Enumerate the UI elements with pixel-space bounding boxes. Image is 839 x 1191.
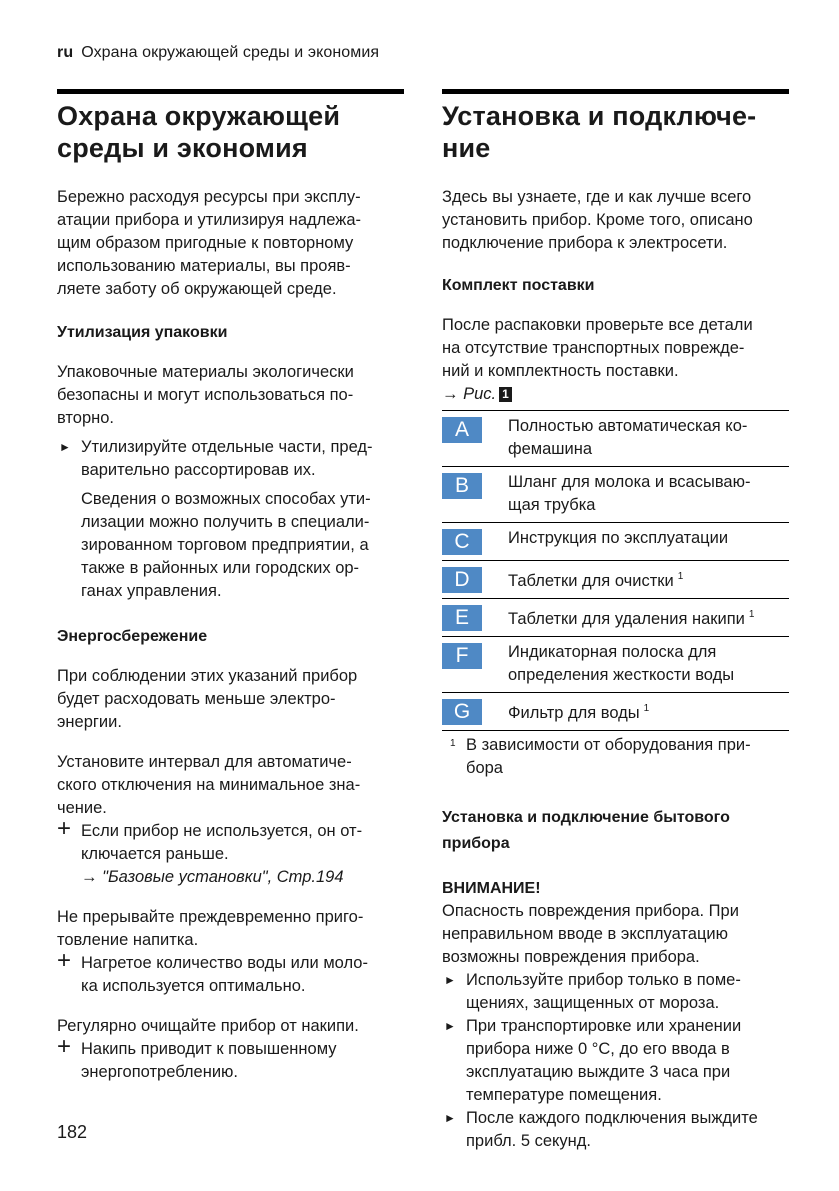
item-key-badge: F	[442, 643, 482, 669]
triangle-bullet-icon: ►	[59, 440, 71, 454]
item-description: Шланг для молока и всасываю- щая трубка	[508, 467, 789, 523]
energy-plus-1: + Если прибор не используется, он от- ключается раньше.	[57, 815, 363, 863]
packaging-text: Упаковочные материалы экологически безопасны и могут использоваться по- вторно.	[57, 363, 354, 427]
item-key-badge: D	[442, 567, 482, 593]
plus-icon: +	[57, 815, 72, 842]
item-key-badge: G	[442, 699, 482, 725]
item-description: Индикаторная полоска для определения жесткости воды	[508, 637, 789, 693]
installation-intro: Здесь вы узнаете, где и как лучше всего установить прибор. Кроме того, описано подключение прибора к электросети.	[442, 188, 753, 252]
energy-text-4: Регулярно очищайте прибор от накипи.	[57, 1017, 359, 1035]
item-key-badge: E	[442, 605, 482, 631]
warning-text: Опасность повреждения прибора. При неправильном вводе в эксплуатацию возможны повреждения прибора.	[442, 902, 739, 966]
energy-plus-2: + Нагретое количество воды или моло- ка используется оптимально.	[57, 947, 368, 995]
delivery-item-row	[442, 467, 789, 523]
footnote-marker: 1	[677, 571, 684, 582]
section-rule	[57, 89, 404, 94]
delivery-item-row	[442, 411, 789, 467]
item-description: Инструкция по эксплуатации	[508, 523, 789, 561]
install-bullet: ► Используйте прибор только в поме- щениях, защищенных от мороза.	[444, 971, 741, 1012]
footnote-marker: 1	[643, 703, 650, 714]
delivery-item-row	[442, 693, 789, 731]
right-column	[442, 89, 789, 1153]
energy-text-2: Установите интервал для автоматиче- ского отключения на минимальное зна- чение.	[57, 753, 361, 817]
footnote-number: 1	[450, 738, 456, 749]
item-description: Таблетки для очистки $^1$	[508, 561, 789, 599]
delivery-heading: Комплект поставки	[442, 277, 595, 294]
install-bullet: ► При транспортировке или хранении прибора ниже 0 °C, до его ввода в эксплуатацию выждите 3 часа при температуре помещения.	[444, 1017, 742, 1104]
section-rule	[442, 89, 789, 94]
environment-intro: Бережно расходуя ресурсы при эксплу- атации прибора и утилизируя надлежа- щим образом пригодные к повторному использованию материалы, вы прояв- ляете заботу об окружающей среде.	[57, 188, 361, 298]
delivery-item-row	[442, 637, 789, 693]
item-key-badge: C	[442, 529, 482, 555]
triangle-bullet-icon: ►	[444, 1019, 456, 1033]
item-description: Фильтр для воды $^1$	[508, 693, 789, 731]
item-description: Таблетки для удаления накипи $^1$	[508, 599, 789, 637]
triangle-bullet-icon: ►	[444, 1111, 456, 1125]
section-title-environment: Охрана окружающей среды и экономия	[57, 101, 341, 163]
figure-reference[interactable]	[442, 383, 789, 406]
triangle-bullet-icon: ►	[444, 973, 456, 987]
energy-text-3: Не прерывайте преждевременно приго- товление напитка.	[57, 908, 364, 949]
basic-settings-link[interactable]: → "Базовые установки", Стр.194	[81, 868, 344, 886]
plus-icon: +	[57, 947, 72, 974]
warning-title: ВНИМАНИЕ!	[442, 880, 541, 897]
delivery-item-row	[442, 523, 789, 561]
energy-heading: Энергосбережение	[57, 628, 208, 645]
arrow-right-icon: →	[442, 385, 459, 403]
delivery-item-row	[442, 599, 789, 637]
language-code: ru	[57, 44, 74, 61]
install-bullet-list	[442, 969, 789, 1153]
running-header	[57, 44, 379, 62]
install-bullet: ► После каждого подключения выждите прибл. 5 секунд.	[444, 1109, 758, 1150]
item-key-badge: B	[442, 473, 482, 499]
figure-label: Рис.	[463, 385, 497, 403]
plus-icon: +	[57, 1033, 72, 1060]
item-key-badge: A	[442, 417, 482, 443]
packaging-bullet: ► Утилизируйте отдельные части, пред- варительно рассортировав их.	[59, 438, 373, 479]
packaging-info: Сведения о возможных способах ути- лизации можно получить в специали- зированном торговом предприятии, а также в районных или городских ор- ганах управления.	[81, 490, 371, 600]
delivery-text: После распаковки проверьте все детали на отсутствие транспортных поврежде- ний и комплектность поставки.	[442, 316, 753, 380]
left-column	[57, 89, 404, 1084]
item-description: Полностью автоматическая ко- фемашина	[508, 411, 789, 467]
energy-plus-3: + Накипь приводит к повышенному энергопотреблению.	[57, 1033, 337, 1081]
running-header-title: Охрана окружающей среды и экономия	[81, 44, 380, 61]
install-heading: Установка и подключение бытового прибора	[442, 809, 730, 852]
page-number: 182	[57, 1122, 88, 1142]
energy-text-1: При соблюдении этих указаний прибор будет расходовать меньше электро- энергии.	[57, 667, 358, 731]
section-title-installation: Установка и подключе- ние	[442, 101, 757, 163]
footnote: 1 В зависимости от оборудования при- бора	[442, 734, 789, 780]
packaging-heading: Утилизация упаковки	[57, 324, 228, 341]
footnote-marker: 1	[748, 609, 755, 620]
delivery-item-row	[442, 561, 789, 599]
figure-number-badge: 1	[499, 387, 512, 402]
delivery-contents-table	[442, 410, 789, 731]
